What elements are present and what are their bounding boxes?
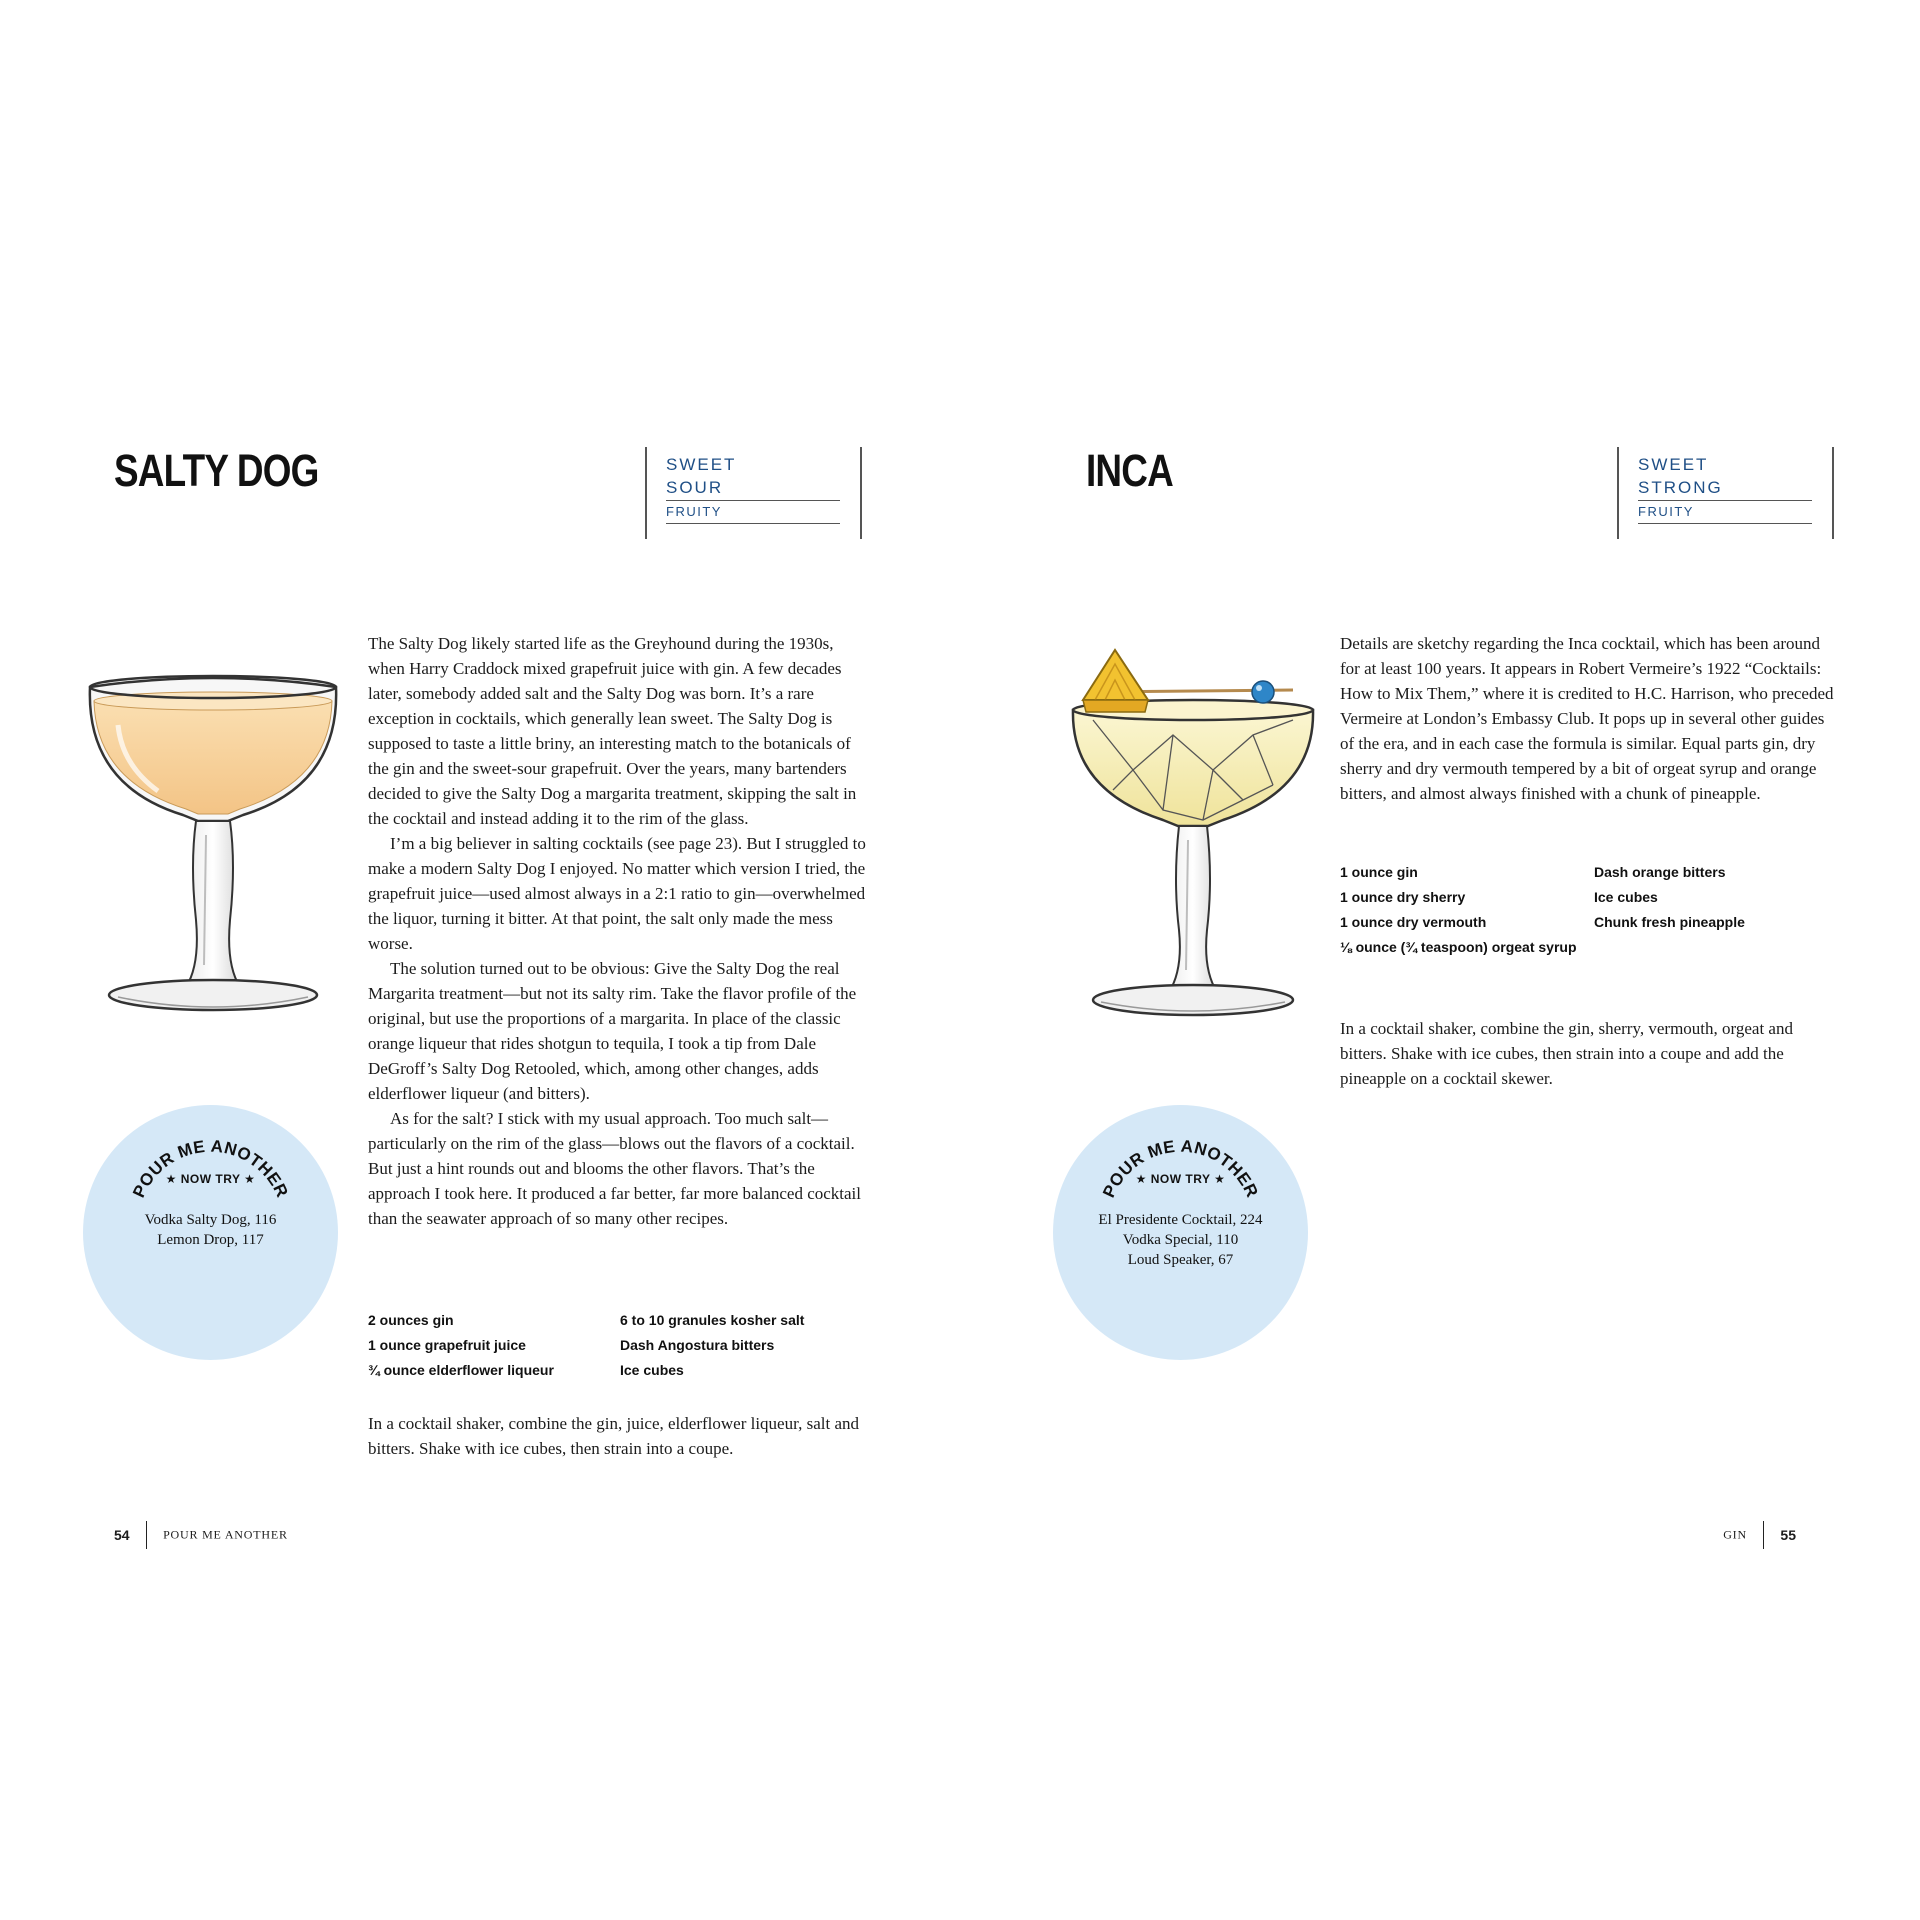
now-try-item: Vodka Salty Dog, 116 <box>144 1212 277 1228</box>
recipe-title: INCA <box>1086 445 1173 496</box>
footer-divider <box>146 1521 148 1549</box>
now-try-item: Loud Speaker, 67 <box>1127 1252 1234 1268</box>
intro-paragraph: As for the salt? I stick with my usual approach. Too much salt—particularly on the rim of the glass—blows out the flavors of a cocktail. But just a hint rounds out and blooms the other flavors. That’s the approach I took here. It produced a far better, far more balanced cocktail than the seawater approach of so many other recipes. <box>368 1109 862 1228</box>
recipe-intro <box>368 631 868 1231</box>
intro-paragraph: The Salty Dog likely started life as the Greyhound during the 1930s, when Harry Craddock mixed grapefruit juice with gin. A few decades later, somebody added salt and the Salty Dog was born. It’s a rare exception in cocktails, which generally lean sweet. The Salty Dog is supposed to taste a little briny, an interesting match to the botanicals of the gin and the sweet-sour grapefruit. Over the years, many bartenders decided to give the Salty Dog a margarita treatment, skipping the salt in the cocktail and instead adding it to the rim of the glass. <box>368 634 857 828</box>
flavor-secondary: SOUR <box>666 478 840 501</box>
ingredient-item: 1 ounce dry sherry <box>1340 889 1466 905</box>
pour-me-another-badge <box>1053 1105 1308 1360</box>
salty-dog-coupe-illustration <box>78 665 348 1025</box>
flavor-tertiary: FRUITY <box>1638 504 1812 524</box>
ingredient-item: 1 ounce dry vermouth <box>1340 914 1487 930</box>
inca-coupe-illustration <box>1053 640 1333 1030</box>
ingredient-item: 6 to 10 granules kosher salt <box>620 1312 805 1328</box>
ingredient-item: 1 ounce grapefruit juice <box>368 1337 526 1353</box>
footer-divider <box>1763 1521 1765 1549</box>
svg-text:POUR ME ANOTHER: POUR ME ANOTHER <box>1099 1136 1262 1201</box>
intro-paragraph: The solution turned out to be obvious: Give the Salty Dog the real Margarita treatment—but not its salty rim. Take the flavor profile of the original, but use the proportions of a margarita. In place of the classic orange liqueur that rides shotgun to tequila, I took a tip from Dale DeGroff’s Salty Dog Retooled, which, among other changes, adds elderflower liqueur (and bitters). <box>368 959 857 1103</box>
flavor-primary: SWEET <box>1638 455 1709 474</box>
now-try-label: ★ NOW TRY ★ <box>1135 1172 1226 1186</box>
now-try-list <box>1053 1210 1308 1270</box>
page-footer <box>1723 1521 1796 1549</box>
page-footer <box>114 1521 288 1549</box>
flavor-primary: SWEET <box>666 455 737 474</box>
page-number: 54 <box>114 1527 130 1543</box>
flavor-profile-box <box>645 447 862 539</box>
ingredient-item: Dash Angostura bitters <box>620 1337 775 1353</box>
flavor-secondary: STRONG <box>1638 478 1812 501</box>
now-try-label: ★ NOW TRY ★ <box>165 1172 256 1186</box>
ingredient-item: 1 ounce gin <box>1340 864 1418 880</box>
ingredient-item: Chunk fresh pineapple <box>1594 914 1745 930</box>
running-footer-label: POUR ME ANOTHER <box>163 1527 288 1542</box>
recipe-method: In a cocktail shaker, combine the gin, sherry, vermouth, orgeat and bitters. Shake with ice cubes, then strain into a coupe and add the pineapple on a cocktail skewer. <box>1340 1019 1793 1088</box>
intro-paragraph: Details are sketchy regarding the Inca cocktail, which has been around for at least 100 years. It appears in Robert Vermeire’s 1922 “Cocktails: How to Mix Them,” where it is credited to H.C. Harrison, who preceded Vermeire at London’s Embassy Club. It pops up in several other guides of the era, and in each case the formula is similar. Equal parts gin, dry sherry and dry vermouth tempered by a bit of orgeat syrup and orange bitters, and almost always finished with a chunk of pineapple. <box>1340 634 1834 803</box>
right-page <box>960 0 1920 1920</box>
flavor-tertiary: FRUITY <box>666 504 840 524</box>
flavor-profile-box <box>1617 447 1834 539</box>
now-try-item: El Presidente Cocktail, 224 <box>1098 1212 1263 1228</box>
page-number: 55 <box>1780 1527 1796 1543</box>
ingredient-item: ⅛ ounce (¾ teaspoon) orgeat syrup <box>1340 939 1577 955</box>
ingredient-item: 2 ounces gin <box>368 1312 454 1328</box>
ingredient-item: ¾ ounce elderflower liqueur <box>368 1362 554 1378</box>
ingredients-list-col-2 <box>620 1308 870 1383</box>
ingredient-item: Dash orange bitters <box>1594 864 1726 880</box>
pour-me-another-badge <box>83 1105 338 1360</box>
ingredients-list-col-1 <box>368 1308 608 1383</box>
ingredients-list-col-2 <box>1594 860 1834 935</box>
recipe-method: In a cocktail shaker, combine the gin, juice, elderflower liqueur, salt and bitters. Shake with ice cubes, then strain into a coupe. <box>368 1414 859 1458</box>
intro-paragraph: I’m a big believer in salting cocktails (see page 23). But I struggled to make a modern Salty Dog I enjoyed. No matter which version I tried, the grapefruit juice—used almost always in a 2:1 ratio to gin—overwhelmed the liquor, turning it bitter. At that point, the salt only made the mess worse. <box>368 834 866 953</box>
ingredient-item: Ice cubes <box>1594 889 1658 905</box>
now-try-list <box>83 1210 338 1250</box>
recipe-title: SALTY DOG <box>114 445 319 496</box>
recipe-intro <box>1340 631 1840 806</box>
now-try-item: Vodka Special, 110 <box>1122 1232 1239 1248</box>
svg-text:POUR ME ANOTHER: POUR ME ANOTHER <box>129 1136 292 1201</box>
ingredient-item: Ice cubes <box>620 1362 684 1378</box>
now-try-item: Lemon Drop, 117 <box>157 1232 264 1248</box>
running-footer-label: GIN <box>1723 1527 1747 1542</box>
ingredients-list-col-1 <box>1340 860 1580 960</box>
